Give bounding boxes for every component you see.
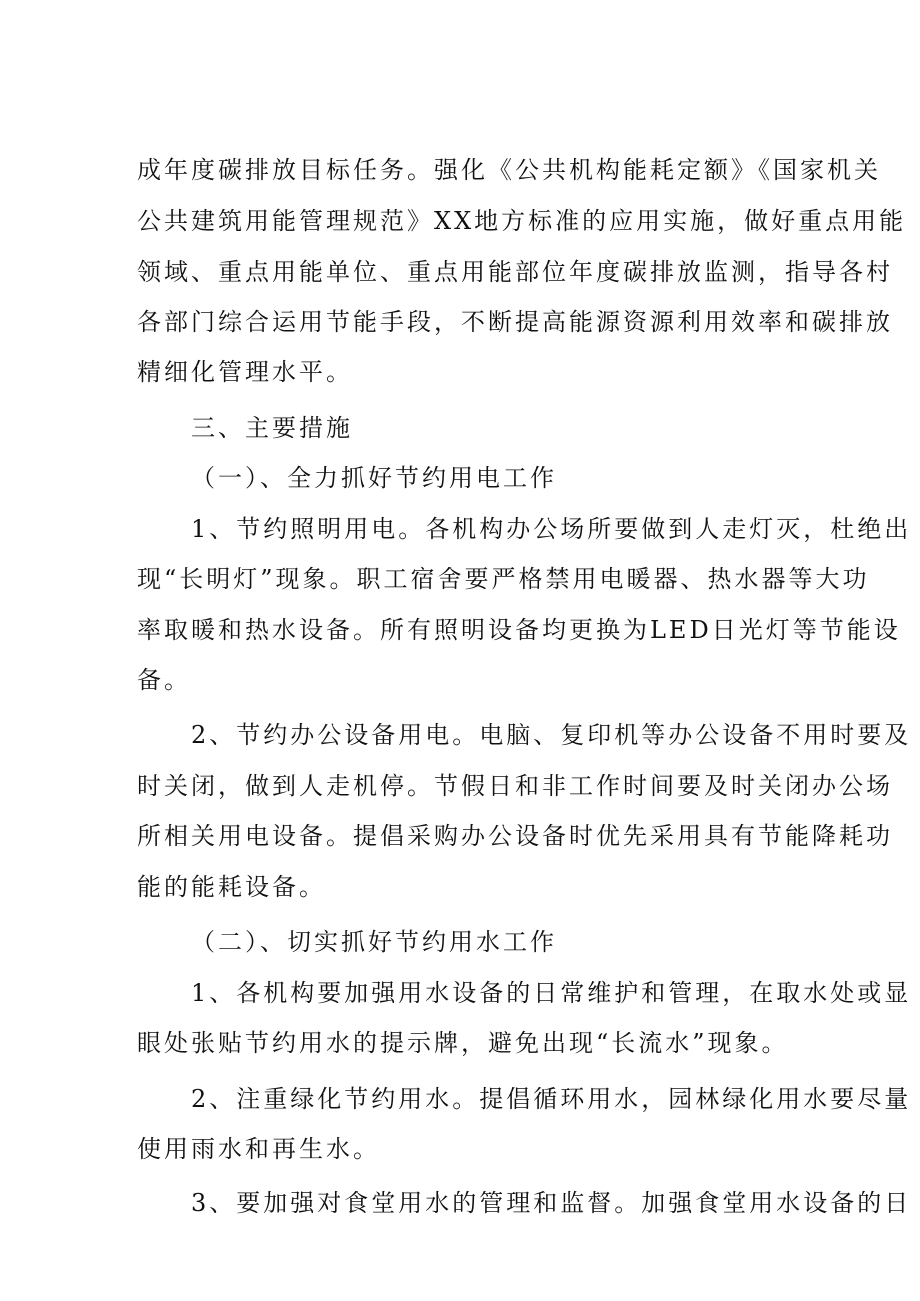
paragraph-line: 精细化管理水平。	[137, 358, 353, 386]
paragraph-line: 3、要加强对食堂用水的管理和监督。加强食堂用水设备的日	[191, 1189, 912, 1217]
section-heading: （一）、全力抓好节约用电工作	[191, 464, 557, 492]
paragraph-line: 所相关用电设备。提倡采购办公设备时优先采用具有节能降耗功	[137, 822, 893, 850]
paragraph-line: 备。	[137, 666, 191, 694]
paragraph-line: 1、节约照明用电。各机构办公场所要做到人走灯灭，杜绝出	[191, 515, 912, 543]
paragraph-line: 成年度碳排放目标任务。强化《公共机构能耗定额》《国家机关	[137, 156, 881, 184]
paragraph-line: 现“长明灯”现象。职工宿舍要严格禁用电暖器、热水器等大功	[137, 565, 870, 593]
paragraph-line: 各部门综合运用节能手段，不断提高能源资源利用效率和碳排放	[137, 308, 893, 336]
paragraph-line: 使用雨水和再生水。	[137, 1135, 380, 1163]
paragraph-line: 2、节约办公设备用电。电脑、复印机等办公设备不用时要及	[191, 721, 912, 749]
paragraph-line: 2、注重绿化节约用水。提倡循环用水，园林绿化用水要尽量	[191, 1085, 912, 1113]
paragraph-line: 能的能耗设备。	[137, 873, 326, 901]
paragraph-line: 眼处张贴节约用水的提示牌，避免出现“长流水”现象。	[137, 1029, 789, 1057]
paragraph-line: 公共建筑用能管理规范》XX地方标准的应用实施，做好重点用能	[137, 207, 907, 235]
paragraph-line: 领域、重点用能单位、重点用能部位年度碳排放监测，指导各村	[137, 258, 893, 286]
section-heading: 三、主要措施	[191, 414, 353, 442]
paragraph-line: 时关闭，做到人走机停。节假日和非工作时间要及时关闭办公场	[137, 772, 893, 800]
paragraph-line: 率取暖和热水设备。所有照明设备均更换为LED日光灯等节能设	[137, 616, 901, 644]
paragraph-line: 1、各机构要加强用水设备的日常维护和管理，在取水处或显	[191, 979, 912, 1007]
section-heading: （二）、切实抓好节约用水工作	[191, 928, 557, 956]
